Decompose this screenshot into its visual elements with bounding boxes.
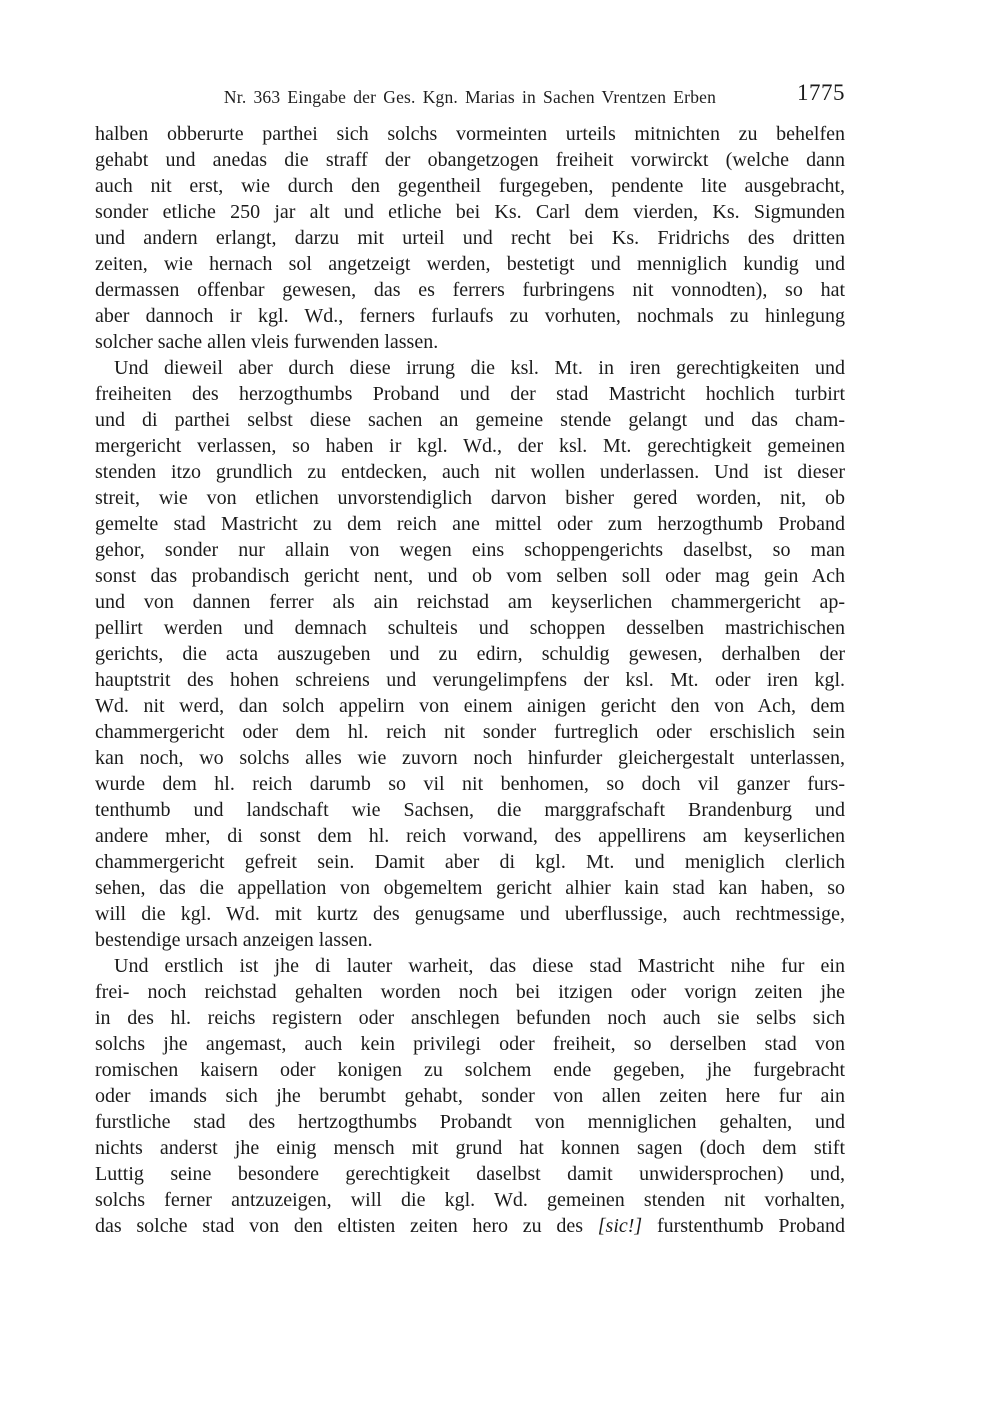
page-body (95, 121, 845, 1239)
text-line: romischen kaisern oder konigen zu solchem ende gegeben, jhe furgebracht (95, 1059, 845, 1081)
text-line: streit, wie von etlichen unvorstendiglich darvon bisher gered worden, nit, ob (95, 487, 845, 509)
text-line: will die kgl. Wd. mit kurtz des genugsame und uberflussige, auch rechtmessige, (95, 903, 845, 925)
text-line: nichts anderst jhe einig mensch mit grund hat konnen sagen (doch dem stift (95, 1137, 845, 1159)
text-line: freiheiten des herzogthumbs Proband und der stad Mastricht hochlich turbirt (95, 383, 845, 405)
text-line: solcher sache allen vleis furwenden lassen. (95, 331, 439, 353)
text-line: Und erstlich ist jhe di lauter warheit, das diese stad Mastricht nihe fur ein (114, 955, 845, 977)
text-line: Wd. nit werd, dan solch appelirn von einem ainigen gericht den von Ach, dem (95, 695, 845, 717)
text-line: dermassen offenbar gewesen, das es ferrers furbringens nit vonnodten), so hat (95, 279, 845, 301)
text-line: bestendige ursach anzeigen lassen. (95, 929, 373, 951)
text-line: auch nit erst, wie durch den gegentheil furgegeben, pendente lite ausgebracht, (95, 175, 845, 197)
text-line: und di parthei selbst diese sachen an gemeine stende gelangt und das cham- (95, 409, 845, 431)
text-line (95, 1213, 845, 1239)
text-line: solchs jhe angemast, auch kein privilegi oder freiheit, so derselben stad von (95, 1033, 845, 1055)
text-line: solchs ferner antzuzeigen, will die kgl. Wd. gemeinen stenden nit vorhalten, (95, 1189, 845, 1211)
text-line: und andern erlangt, darzu mit urteil und recht bei Ks. Fridrichs des dritten (95, 227, 845, 249)
text-line: chammergericht gefreit sein. Damit aber di kgl. Mt. und meniglich clerlich (95, 851, 845, 873)
page-number: 1775 (797, 80, 845, 105)
text-line: und von dannen ferrer als ain reichstad am keyserlichen chammergericht ap- (95, 591, 845, 613)
text-line: Und dieweil aber durch diese irrung die ksl. Mt. in iren gerechtigkeiten und (114, 357, 845, 379)
text-line: gehabt und anedas die straff der obangetzogen freiheit vorwirckt (welche dann (95, 149, 845, 171)
text-line: tenthumb und landschaft wie Sachsen, die marggrafschaft Brandenburg und (95, 799, 845, 821)
text-line: chammergericht oder dem hl. reich nit sonder furtreglich oder erschislich sein (95, 721, 845, 743)
text-line: sehen, das die appellation von obgemeltem gericht alhier kain stad kan haben, so (95, 877, 845, 899)
text-segment: das solche stad von den eltisten zeiten hero zu des (95, 1215, 598, 1237)
text-line: andere mher, di sonst dem hl. reich vorwand, des appellirens am keyserlichen (95, 825, 845, 847)
text-line: wurde dem hl. reich darumb so vil nit benhomen, so doch vil ganzer furs- (95, 773, 845, 795)
text-line: gehor, sonder nur allain von wegen eins schoppengerichts daselbst, so man (95, 539, 845, 561)
text-line: furstliche stad des hertzogthumbs Probandt von menniglichen gehalten, und (95, 1111, 845, 1133)
running-header (95, 80, 845, 110)
text-segment: furstenthumb Proband (642, 1215, 845, 1237)
text-line: stenden itzo grundlich zu entdecken, auch nit wollen underlassen. Und ist dieser (95, 461, 845, 483)
text-line: pellirt werden und demnach schulteis und schoppen desselben mastrichischen (95, 617, 845, 639)
text-line: zeiten, wie hernach sol angetzeigt werden, bestetigt und menniglich kundig und (95, 253, 845, 275)
text-line: gemelte stad Mastricht zu dem reich ane mittel oder zum herzogthumb Proband (95, 513, 845, 535)
paragraph-2 (95, 355, 845, 953)
text-line: aber dannoch ir kgl. Wd., ferners furlaufs zu vorhuten, nochmals zu hinlegung (95, 305, 845, 327)
text-line: mergericht verlassen, so haben ir kgl. Wd., der ksl. Mt. gerechtigkeit gemeinen (95, 435, 845, 457)
text-line: frei- noch reichstad gehalten worden noch bei itzigen oder vorign zeiten jhe (95, 981, 845, 1003)
text-column (95, 80, 845, 1239)
text-line: halben obberurte parthei sich solchs vormeinten urteils mitnichten zu behelfen (95, 123, 845, 145)
text-line: oder imands sich jhe berumbt gehabt, sonder von allen zeiten here fur ain (95, 1085, 845, 1107)
sic-annotation: [sic!] (597, 1215, 643, 1237)
text-line: gerichts, die acta auszugeben und zu edirn, schuldig gewesen, derhalben der (95, 643, 845, 665)
text-line: sonst das probandisch gericht nent, und ob vom selben soll oder mag gein Ach (95, 565, 845, 587)
running-header-title: Nr. 363 Eingabe der Ges. Kgn. Marias in Sachen Vrentzen Erben (223, 87, 717, 107)
paragraph-continuation (95, 121, 845, 355)
text-line: kan noch, wo solchs alles wie zuvorn noch hinfurder gleichergestalt unterlassen, (95, 747, 845, 769)
text-line: sonder etliche 250 jar alt und etliche bei Ks. Carl dem vierden, Ks. Sigmunden (95, 201, 845, 223)
text-line: Luttig seine besondere gerechtigkeit daselbst damit unwidersprochen) und, (95, 1163, 845, 1185)
text-line: hauptstrit des hohen schreiens und verungelimpfens der ksl. Mt. oder iren kgl. (95, 669, 845, 691)
text-line: in des hl. reichs registern oder anschlegen befunden noch auch sie selbs sich (95, 1007, 845, 1029)
paragraph-3 (95, 953, 845, 1239)
